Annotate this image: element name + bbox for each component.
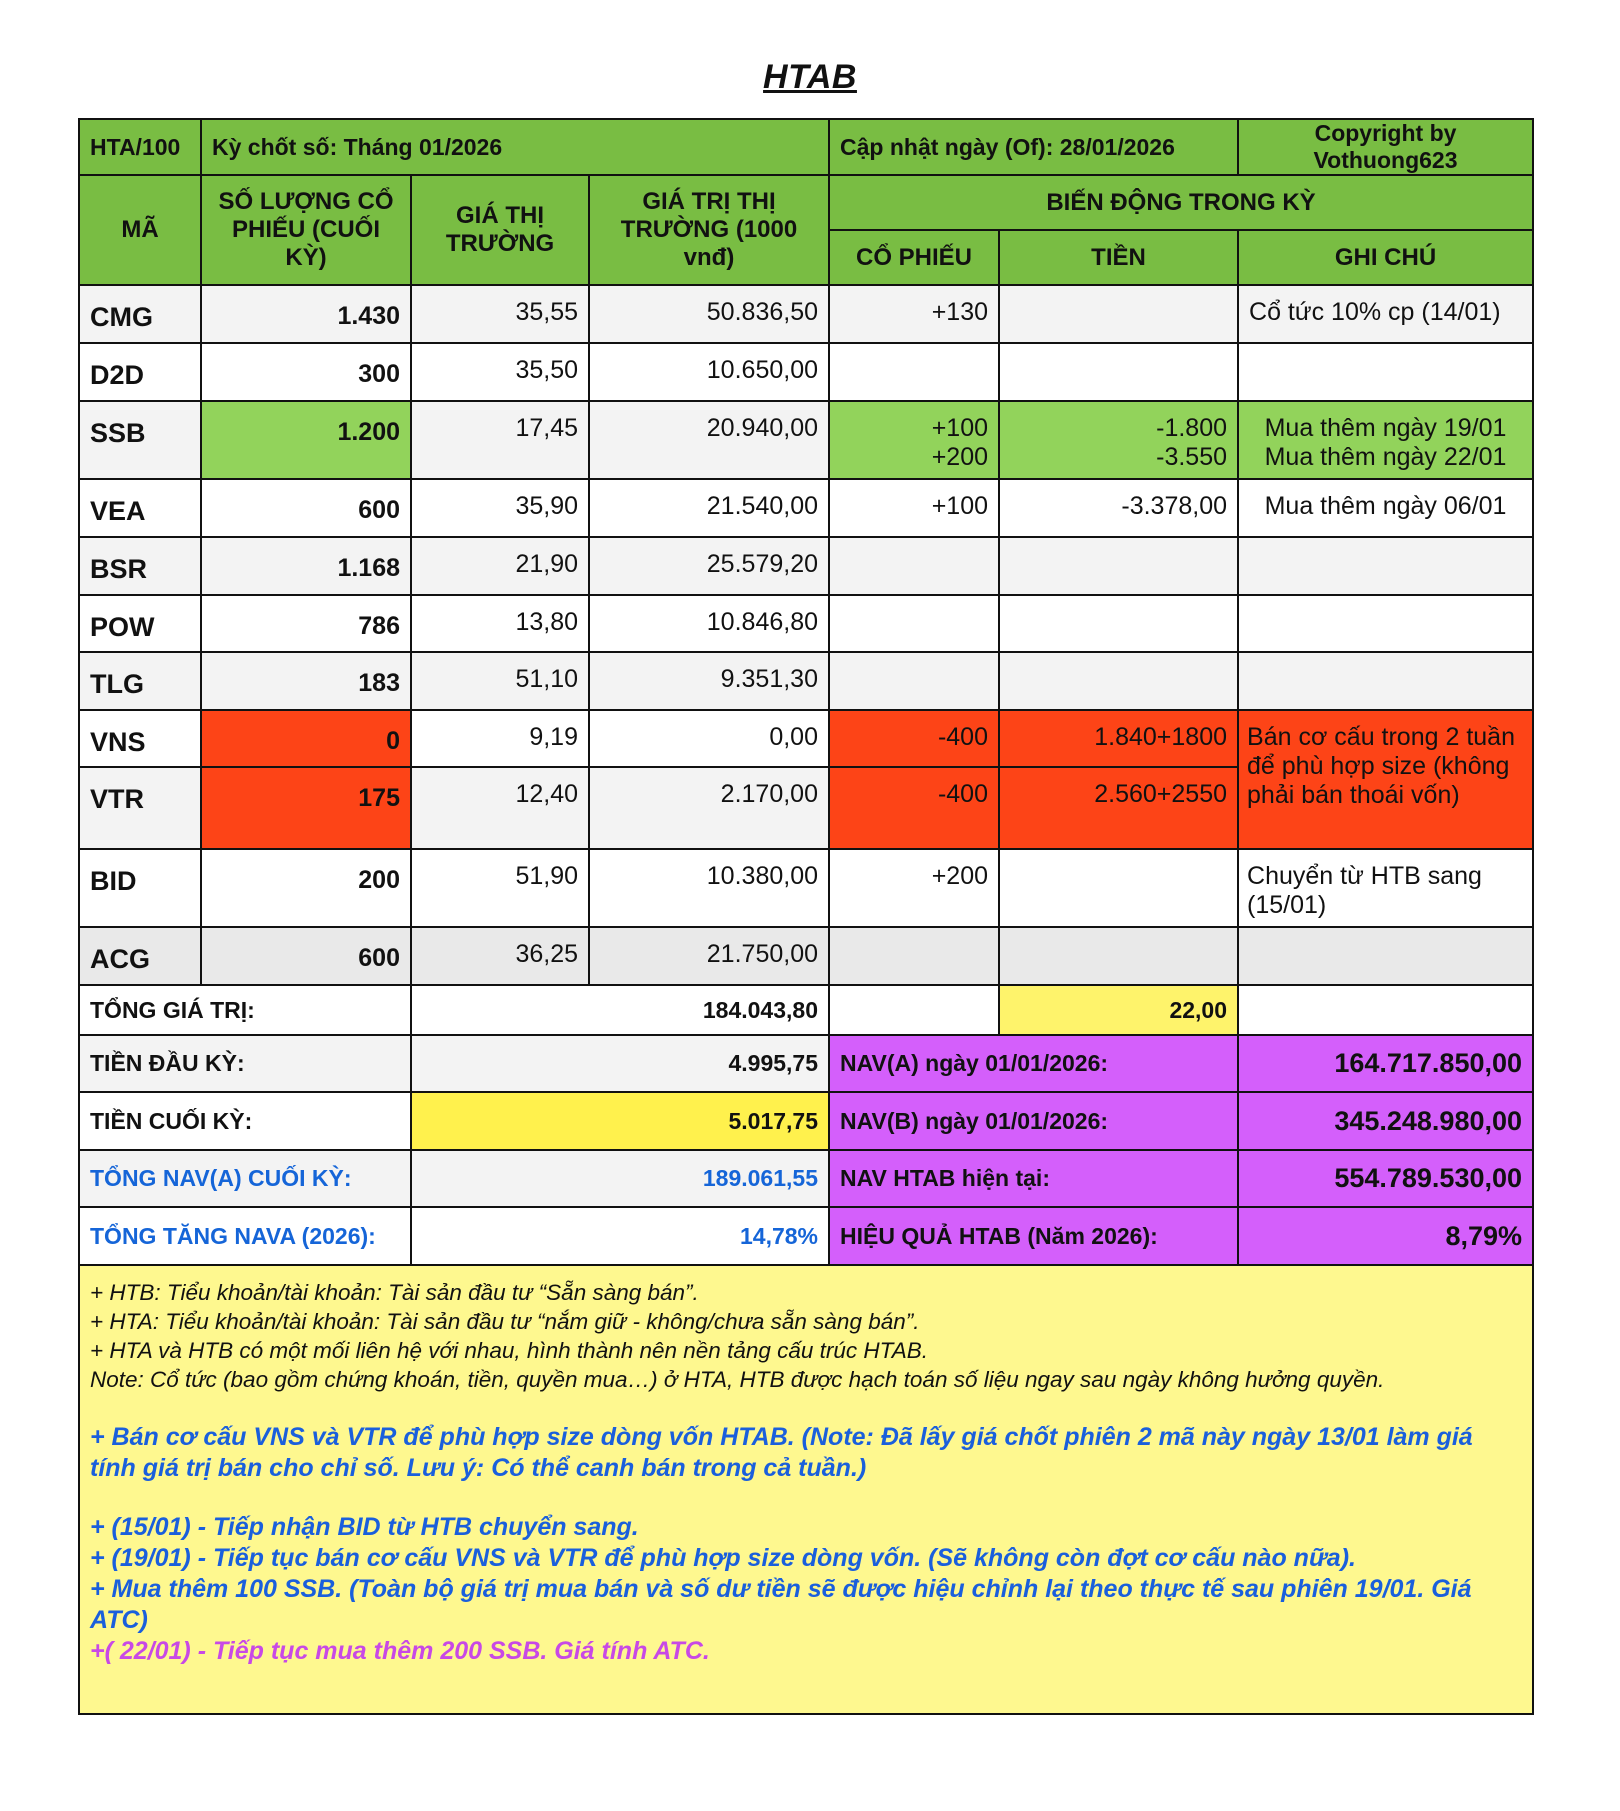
header-info-row (79, 119, 1533, 175)
table-row (79, 595, 1533, 652)
account-code: HTA/100 (79, 119, 201, 175)
summary-row-cash-end (79, 1092, 1533, 1150)
col-note-header: GHI CHÚ (1238, 230, 1533, 285)
row-note: Cổ tức 10% cp (14/01) (1238, 285, 1533, 343)
col-movement-group-header: BIẾN ĐỘNG TRONG KỲ (829, 175, 1533, 230)
row-note: Bán cơ cấu trong 2 tuần để phù hợp size (không phải bán thoái vốn) (1238, 710, 1533, 849)
note-line: + HTB: Tiểu khoản/tài khoản: Tài sản đầu tư “Sẵn sàng bán”. (90, 1280, 699, 1305)
stock-value: 10.380,00 (589, 849, 829, 927)
table-row (79, 343, 1533, 401)
note-line: + HTA: Tiểu khoản/tài khoản: Tài sản đầu tư “nắm giữ - không/chưa sẵn sàng bán”. (90, 1309, 920, 1334)
shares-change (829, 652, 999, 710)
stock-value: 0,00 (589, 710, 829, 767)
table-row (79, 401, 1533, 479)
col-shares-header: CỔ PHIẾU (829, 230, 999, 285)
stock-quantity: 1.168 (201, 537, 411, 595)
shares-change (829, 927, 999, 985)
stock-value: 10.846,80 (589, 595, 829, 652)
shares-change: -400 (829, 767, 999, 849)
row-note: Mua thêm ngày 06/01 (1238, 479, 1533, 537)
cash-change (999, 849, 1238, 927)
table-row (79, 652, 1533, 710)
cash-change: -3.378,00 (999, 479, 1238, 537)
shares-change: +100 (829, 479, 999, 537)
nav-htab: 554.789.530,00 (1238, 1150, 1533, 1207)
total-value-label: TỔNG GIÁ TRỊ: (79, 985, 411, 1035)
nav-a-growth-label: TỔNG TĂNG NAVA (2026): (79, 1207, 411, 1265)
shares-change: +200 (829, 849, 999, 927)
stock-code: POW (79, 595, 201, 652)
table-row (79, 849, 1533, 927)
stock-price: 13,80 (411, 595, 589, 652)
col-value-header: GIÁ TRỊ THỊ TRƯỜNG (1000 vnđ) (589, 175, 829, 285)
stock-price: 51,90 (411, 849, 589, 927)
stock-value: 21.540,00 (589, 479, 829, 537)
shares-change (829, 595, 999, 652)
stock-quantity: 1.430 (201, 285, 411, 343)
stock-code: VEA (79, 479, 201, 537)
stock-price: 17,45 (411, 401, 589, 479)
notes-row (79, 1265, 1533, 1714)
col-price-header: GIÁ THỊ TRƯỜNG (411, 175, 589, 285)
cash-start-label: TIỀN ĐẦU KỲ: (79, 1035, 411, 1092)
shares-change (829, 537, 999, 595)
cash-change (999, 343, 1238, 401)
stock-price: 9,19 (411, 710, 589, 767)
cash-change (999, 927, 1238, 985)
stock-code: CMG (79, 285, 201, 343)
restructure-note: + Bán cơ cấu VNS và VTR để phù hợp size dòng vốn HTAB. (Note: Đã lấy giá chốt phiên 2 mã này ngày 13/01 làm giá tính giá trị bán cho chỉ số. Lưu ý: Có thể canh bán trong cả tuần.) (90, 1423, 1480, 1482)
stock-price: 35,50 (411, 343, 589, 401)
stock-price: 36,25 (411, 927, 589, 985)
cash-end-label: TIỀN CUỐI KỲ: (79, 1092, 411, 1150)
cash-end: 5.017,75 (411, 1092, 829, 1150)
summary-row-growth (79, 1207, 1533, 1265)
cash-change (999, 285, 1238, 343)
table-row (79, 537, 1533, 595)
shares-change: -400 (829, 710, 999, 767)
cash-change (999, 537, 1238, 595)
stock-code: ACG (79, 927, 201, 985)
cash-change: -1.800 -3.550 (999, 401, 1238, 479)
empty-cell (829, 985, 999, 1035)
table-row (79, 710, 1533, 767)
col-code-header: MÃ (79, 175, 201, 285)
empty-cell (1238, 985, 1533, 1035)
portfolio-table (78, 118, 1534, 1715)
stock-code: TLG (79, 652, 201, 710)
summary-row-cash-start (79, 1035, 1533, 1092)
stock-value: 2.170,00 (589, 767, 829, 849)
cash-movement-total: 22,00 (999, 985, 1238, 1035)
nav-a-end-label: TỔNG NAV(A) CUỐI KỲ: (79, 1150, 411, 1207)
row-note (1238, 343, 1533, 401)
stock-value: 20.940,00 (589, 401, 829, 479)
stock-code: BID (79, 849, 201, 927)
row-note (1238, 927, 1533, 985)
portfolio-sheet (78, 118, 1532, 1715)
note-line: + HTA và HTB có một mối liên hệ với nhau, hình thành nên nền tảng cấu trúc HTAB. (90, 1338, 928, 1363)
col-cash-header: TIỀN (999, 230, 1238, 285)
stock-value: 25.579,20 (589, 537, 829, 595)
nav-a-start-label: NAV(A) ngày 01/01/2026: (829, 1035, 1238, 1092)
cash-change: 2.560+2550 (999, 767, 1238, 849)
total-value: 184.043,80 (411, 985, 829, 1035)
stock-value: 10.650,00 (589, 343, 829, 401)
nav-a-end: 189.061,55 (411, 1150, 829, 1207)
update-line: + (19/01) - Tiếp tục bán cơ cấu VNS và VTR để phù hợp size dòng vốn. (Sẽ không còn đợt cơ cấu nào nữa). (90, 1544, 1356, 1572)
stock-quantity: 300 (201, 343, 411, 401)
period-label: Kỳ chốt số: Tháng 01/2026 (201, 119, 829, 175)
cash-change: 1.840+1800 (999, 710, 1238, 767)
nav-htab-label: NAV HTAB hiện tại: (829, 1150, 1238, 1207)
stock-value: 50.836,50 (589, 285, 829, 343)
column-header-row (79, 175, 1533, 230)
shares-change (829, 343, 999, 401)
table-row (79, 285, 1533, 343)
cash-change (999, 652, 1238, 710)
stock-quantity: 183 (201, 652, 411, 710)
table-row (79, 479, 1533, 537)
latest-update-line: +( 22/01) - Tiếp tục mua thêm 200 SSB. Giá tính ATC. (90, 1637, 710, 1665)
summary-row-nav-a (79, 1150, 1533, 1207)
shares-change: +130 (829, 285, 999, 343)
shares-change: +100 +200 (829, 401, 999, 479)
nav-a-start: 164.717.850,00 (1238, 1035, 1533, 1092)
stock-code: D2D (79, 343, 201, 401)
summary-row-total (79, 985, 1533, 1035)
stock-quantity: 786 (201, 595, 411, 652)
stock-price: 12,40 (411, 767, 589, 849)
stock-value: 21.750,00 (589, 927, 829, 985)
stock-code: SSB (79, 401, 201, 479)
notes-panel (79, 1265, 1533, 1714)
stock-price: 35,55 (411, 285, 589, 343)
stock-code: VNS (79, 710, 201, 767)
stock-quantity: 0 (201, 710, 411, 767)
update-line: + Mua thêm 100 SSB. (Toàn bộ giá trị mua bán và số dư tiền sẽ được hiệu chỉnh lại theo thực tế sau phiên 19/01. Giá ATC) (90, 1575, 1478, 1634)
stock-quantity: 1.200 (201, 401, 411, 479)
copyright-label: Copyright by Vothuong623 (1238, 119, 1533, 175)
htab-perf: 8,79% (1238, 1207, 1533, 1265)
row-note (1238, 537, 1533, 595)
cash-start: 4.995,75 (411, 1035, 829, 1092)
row-note (1238, 652, 1533, 710)
row-note: Mua thêm ngày 19/01 Mua thêm ngày 22/01 (1238, 401, 1533, 479)
cash-change (999, 595, 1238, 652)
stock-price: 35,90 (411, 479, 589, 537)
update-line: + (15/01) - Tiếp nhận BID từ HTB chuyển sang. (90, 1513, 639, 1541)
stock-price: 51,10 (411, 652, 589, 710)
stock-quantity: 600 (201, 479, 411, 537)
stock-code: BSR (79, 537, 201, 595)
nav-b-start: 345.248.980,00 (1238, 1092, 1533, 1150)
updated-date: Cập nhật ngày (Of): 28/01/2026 (829, 119, 1238, 175)
col-quantity-header: SỐ LƯỢNG CỔ PHIẾU (CUỐI KỲ) (201, 175, 411, 285)
note-line: Note: Cổ tức (bao gồm chứng khoán, tiền, quyền mua…) ở HTA, HTB được hạch toán số liệu ngay sau ngày không hưởng quyền. (90, 1367, 1385, 1392)
htab-perf-label: HIỆU QUẢ HTAB (Năm 2026): (829, 1207, 1238, 1265)
nav-b-start-label: NAV(B) ngày 01/01/2026: (829, 1092, 1238, 1150)
row-note: Chuyển từ HTB sang (15/01) (1238, 849, 1533, 927)
page-title: HTAB (763, 58, 857, 96)
stock-code: VTR (79, 767, 201, 849)
row-note (1238, 595, 1533, 652)
stock-quantity: 600 (201, 927, 411, 985)
table-row (79, 927, 1533, 985)
stock-quantity: 175 (201, 767, 411, 849)
stock-quantity: 200 (201, 849, 411, 927)
stock-price: 21,90 (411, 537, 589, 595)
nav-a-growth: 14,78% (411, 1207, 829, 1265)
stock-value: 9.351,30 (589, 652, 829, 710)
